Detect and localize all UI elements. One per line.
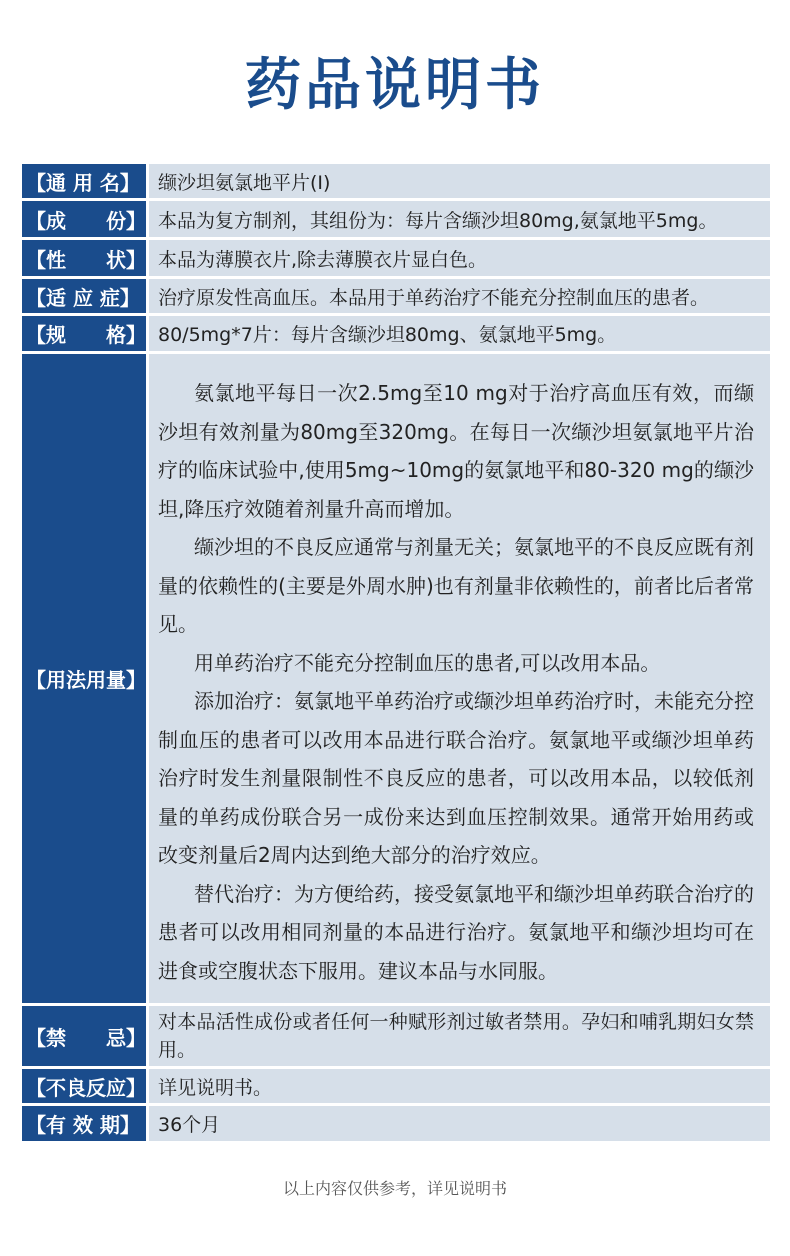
row-generic-name [22, 164, 770, 198]
label-generic-name: 【通 用 名】 [22, 164, 146, 198]
label-indications: 【适 应 症】 [22, 279, 146, 313]
value-generic-name: 缬沙坦氨氯地平片(I) [149, 164, 770, 198]
row-composition [22, 201, 770, 237]
usage-paragraph: 缬沙坦的不良反应通常与剂量无关；氨氯地平的不良反应既有剂量的依赖性的(主要是外周水肿)也有剂量非依赖性的，前者比后者常见。 [158, 535, 754, 636]
row-usage-dosage [22, 354, 770, 1003]
value-adverse-reactions: 详见说明书。 [149, 1069, 770, 1103]
row-indications [22, 279, 770, 313]
value-validity: 36个月 [149, 1106, 770, 1141]
label-composition: 【成 份】 [22, 201, 146, 237]
value-indications: 治疗原发性高血压。本品用于单药治疗不能充分控制血压的患者。 [149, 279, 770, 313]
row-validity [22, 1106, 770, 1141]
label-contraindications: 【禁 忌】 [22, 1006, 146, 1066]
label-validity: 【有 效 期】 [22, 1106, 146, 1141]
usage-paragraph: 用单药治疗不能充分控制血压的患者,可以改用本品。 [194, 650, 661, 675]
usage-paragraph: 添加治疗：氨氯地平单药治疗或缬沙坦单药治疗时，未能充分控制血压的患者可以改用本品进行联合治疗。氨氯地平或缬沙坦单药治疗时发生剂量限制性不良反应的患者，可以改用本品，以较低剂量的单药成份联合另一成份来达到血压控制效果。通常开始用药或改变剂量后2周内达到绝大部分的治疗效应。 [158, 689, 754, 867]
label-description: 【性 状】 [22, 240, 146, 276]
usage-paragraph: 替代治疗：为方便给药，接受氨氯地平和缬沙坦单药联合治疗的患者可以改用相同剂量的本品进行治疗。氨氯地平和缬沙坦均可在进食或空腹状态下服用。建议本品与水同服。 [158, 881, 754, 983]
value-usage-dosage [149, 354, 770, 1003]
label-usage-dosage: 【用法用量】 [22, 354, 146, 1003]
contraindications-text: 对本品活性成份或者任何一种赋形剂过敏者禁用。孕妇和哺乳期妇女禁用。 [158, 1011, 754, 1061]
value-specification: 80/5mg*7片：每片含缬沙坦80mg、氨氯地平5mg。 [149, 316, 770, 351]
row-adverse-reactions [22, 1069, 770, 1103]
row-specification [22, 316, 770, 351]
page-title: 药品说明书 [245, 53, 545, 118]
value-composition: 本品为复方制剂，其组份为：每片含缬沙坦80mg,氨氯地平5mg。 [149, 201, 770, 237]
row-contraindications [22, 1006, 770, 1066]
usage-paragraph: 氨氯地平每日一次2.5mg至10 mg对于治疗高血压有效，而缬沙坦有效剂量为80mg至320mg。在每日一次缬沙坦氨氯地平片治疗的临床试验中,使用5mg~10mg的氨氯地平和80-320 mg的缬沙坦,降压疗效随着剂量升高而增加。 [158, 381, 754, 521]
label-specification: 【规 格】 [22, 316, 146, 351]
label-adverse-reactions: 【不良反应】 [22, 1069, 146, 1103]
footer-note: 以上内容仅供参考，详见说明书 [282, 1179, 507, 1198]
row-description [22, 240, 770, 276]
info-table [22, 164, 770, 1144]
value-contraindications [149, 1006, 770, 1066]
value-description: 本品为薄膜衣片,除去薄膜衣片显白色。 [149, 240, 770, 276]
